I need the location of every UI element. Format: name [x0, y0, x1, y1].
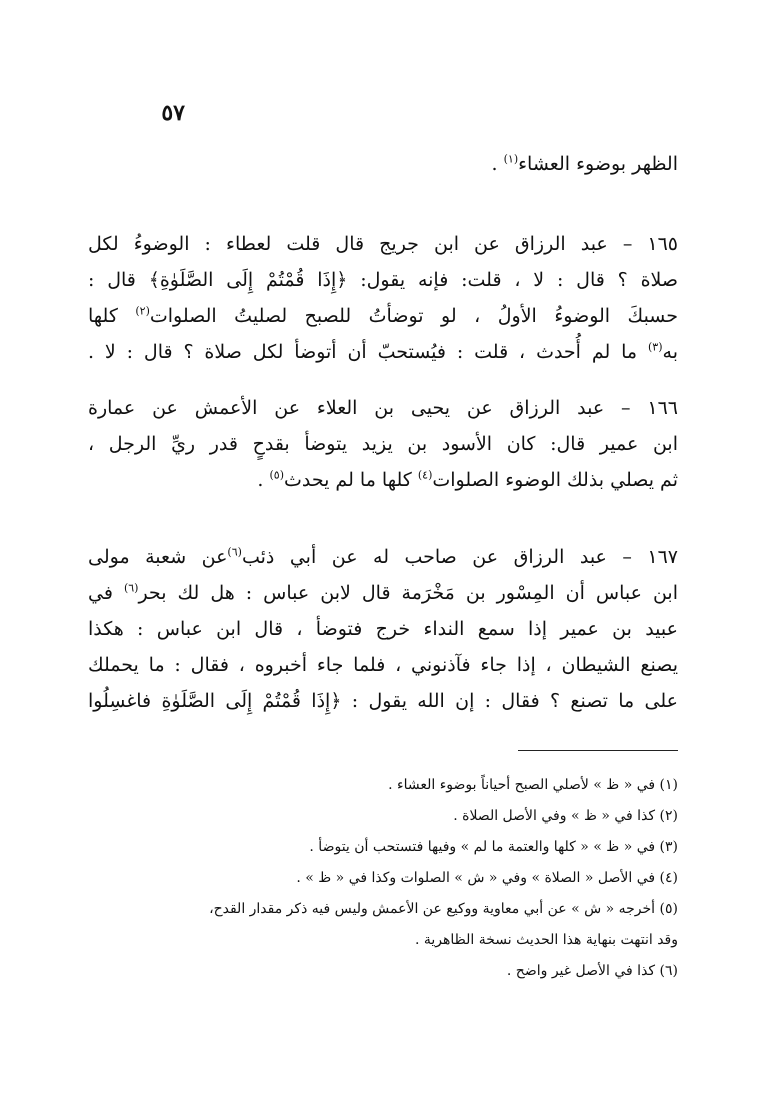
hadith-166-line-3-end: .	[257, 469, 270, 491]
footnote-ref-2: (٢)	[135, 304, 150, 318]
hadith-166	[88, 390, 678, 498]
hadith-166-line-1: ١٦٦ – عبد الرزاق عن يحيى بن العلاء عن الأعمش عن عمارة	[88, 397, 678, 419]
footnote-5: (٥) أخرجه « ش » عن أبي معاوية ووكيع عن الأعمش وليس فيه ذكر مقدار القدح،	[209, 901, 678, 917]
hadith-167-line-2-end: في	[88, 582, 124, 604]
hadith-166-line-3-text: ثم يصلي بذلك الوضوء الصلوات	[432, 469, 678, 491]
footnote-4: (٤) في الأصل « الصلاة » وفي « ش » الصلوات وكذا في « ظ » .	[296, 870, 678, 886]
footnote-ref-6b: (٦)	[123, 581, 139, 595]
footnote-ref-6: (٦)	[227, 545, 242, 559]
hadith-165-line-4-text: ما لم أُحدث ، قلت : فيُستحبّ أن أتوضأ لكل صلاة ؟ قال : لا .	[88, 341, 648, 363]
hadith-167-line-2	[88, 575, 678, 611]
footnote-6: (٦) كذا في الأصل غير واضح .	[506, 963, 678, 979]
hadith-167-line-4: يصنع الشيطان ، إذا جاء فآذنوني ، فلما جاء أخبروه ، فقال : ما يحملك	[88, 654, 678, 676]
hadith-166-line-3-mid: كلها ما لم يحدث	[283, 469, 418, 491]
footnote-ref-3: (٣)	[648, 340, 663, 354]
footnote-1: (١) في « ظ » لأصلي الصبح أحياناً بوضوء العشاء .	[388, 777, 678, 793]
footnote-ref-1: (١)	[503, 152, 519, 166]
footnote-5-continuation: وقد انتهت بنهاية هذا الحديث نسخة الظاهرية .	[414, 932, 678, 948]
footnote-ref-5: (٥)	[269, 468, 284, 482]
hadith-165-line-4-start: به	[662, 341, 678, 363]
hadith-165-line-3-end: كلها	[88, 305, 136, 327]
hadith-165	[88, 226, 678, 370]
opening-paragraph	[88, 146, 678, 182]
hadith-167-line-2-text: ابن عباس أن المِسْور بن مَخْرَمة قال لابن عباس : هل لك بحر	[138, 582, 678, 604]
opening-text: الظهر بوضوء العشاء	[518, 153, 678, 175]
opening-end: .	[491, 153, 504, 175]
hadith-167-line-3: عبيد بن عمير إذا سمع النداء خرج فتوضأ ، قال ابن عباس : هكذا	[88, 618, 678, 640]
opening-line	[88, 146, 678, 182]
hadith-165-line-1: ١٦٥ – عبد الرزاق عن ابن جريج قال قلت لعطاء : الوضوءُ لكل	[88, 233, 678, 255]
hadith-166-line-2: ابن عمير قال: كان الأسود بن يزيد يتوضأ بقدحٍ قدر ريِّ الرجل ،	[88, 433, 678, 455]
footnote-2: (٢) كذا في « ظ » وفي الأصل الصلاة .	[453, 808, 678, 824]
hadith-166-line-3	[88, 462, 678, 498]
page-number: ٥٧	[161, 100, 185, 126]
footnote-3: (٣) في « ظ » « كلها والعتمة ما لم » وفيها فتستحب أن يتوضأ .	[309, 839, 678, 855]
hadith-165-line-3-text: حسبكَ الوضوءُ الأولُ ، لو توضأتُ للصبح لصليتُ الصلوات	[149, 305, 679, 327]
hadith-167-line-1	[88, 539, 678, 575]
hadith-167-line-5: على ما تصنع ؟ فقال : إن الله يقول : ﴿إِذَا قُمْتُمْ إِلَى الصَّلَوٰةِ فاغسِلُوا	[88, 690, 678, 712]
footnote-separator	[518, 750, 678, 751]
footnote-ref-4: (٤)	[417, 468, 433, 482]
hadith-165-line-3	[88, 298, 678, 334]
hadith-167-line-1-text: ١٦٧ – عبد الرزاق عن صاحب له عن أبي ذئب	[241, 546, 678, 568]
hadith-165-line-4	[88, 334, 678, 370]
hadith-167-line-1-end: عن شعبة مولى	[88, 546, 228, 568]
hadith-165-line-2: صلاة ؟ قال : لا ، قلت: فإنه يقول: ﴿إِذَا قُمْتُمْ إِلَى الصَّلَوٰةِ﴾ قال :	[88, 269, 678, 291]
footnotes	[78, 770, 678, 987]
hadith-167	[88, 539, 678, 719]
